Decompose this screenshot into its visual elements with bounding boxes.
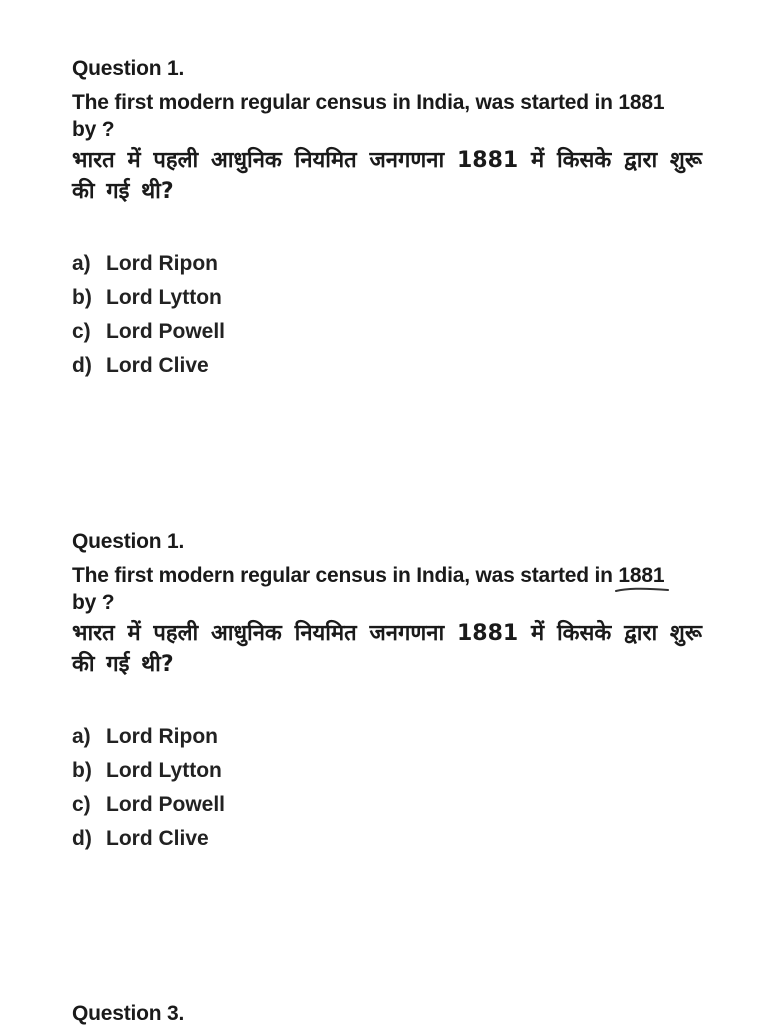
question-heading: Question 1.: [72, 530, 185, 553]
year-text-underlined: 1881: [618, 562, 664, 589]
question-text-hindi: भारत में पहली आधुनिक नियमित जनगणना 1881 में किसके द्वारा शुरू की गई थी?: [72, 621, 702, 677]
question-block-2: [72, 528, 702, 856]
option-a: a) Lord Ripon: [72, 252, 218, 275]
question-block-3: [72, 1000, 702, 1034]
option-c: c) Lord Powell: [72, 320, 226, 343]
option-b: b) Lord Lytton: [72, 759, 222, 782]
question-text-english: The first modern regular census in India, was started in 1881 by ?: [72, 562, 702, 616]
question-block-1: [72, 55, 702, 383]
year-text: 1881: [618, 91, 665, 114]
option-d: d) Lord Clive: [72, 354, 209, 377]
question-heading: Question 3.: [72, 1002, 185, 1025]
option-c: c) Lord Powell: [72, 793, 226, 816]
options-list: [72, 720, 702, 856]
option-b: b) Lord Lytton: [72, 286, 222, 309]
options-list: [72, 247, 702, 383]
question-text-hindi: भारत में पहली आधुनिक नियमित जनगणना 1881 में किसके द्वारा शुरू की गई थी?: [72, 148, 702, 204]
question-heading: Question 1.: [72, 57, 185, 80]
option-d: d) Lord Clive: [72, 827, 209, 850]
option-a: a) Lord Ripon: [72, 725, 218, 748]
handwritten-underline-icon: [614, 586, 670, 594]
question-text-english: The first modern regular census in India, was started in 1881 by ?: [72, 91, 665, 141]
